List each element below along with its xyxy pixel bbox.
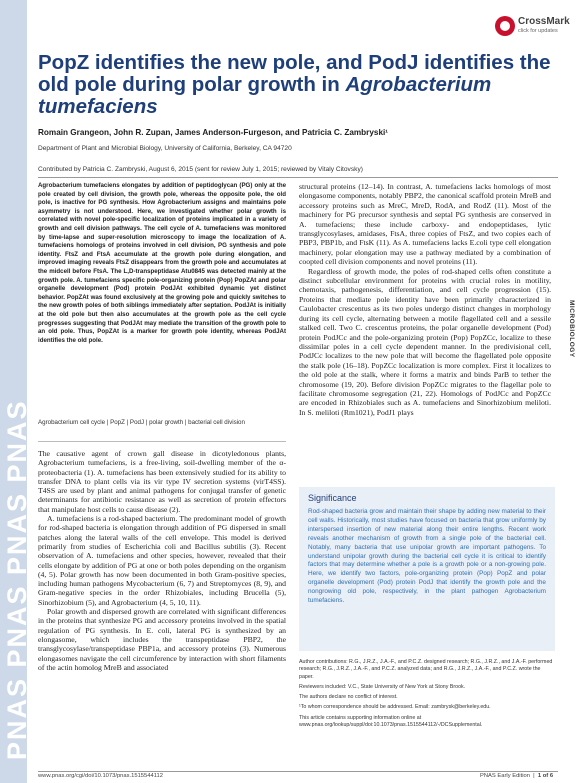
keywords: Agrobacterium cell cycle | PopZ | PodJ | polar growth | bacterial cell division (38, 419, 245, 426)
note-conflict: The authors declare no conflict of interest. (299, 694, 398, 701)
crossmark-name: CrossMark (518, 16, 570, 27)
significance-box (299, 487, 555, 651)
author-notes (299, 659, 555, 732)
note-reviewers: Reviewers included: V.C., State University of New York at Stony Brook. (299, 683, 466, 690)
note-supporting-info[interactable]: This article contains supporting information online at www.pnas.org/lookup/suppl/doi:10.1073/pnas.1515544112/-/DCSupplemental. (299, 714, 483, 729)
abstract: Agrobacterium tumefaciens elongates by addition of peptidoglycan (PG) only at the pole created by cell division, the growth pole, whereas the opposite pole, the old pole, is inactive for PG synthesis. How Agrobacterium assigns and maintains pole asymmetry is not understood. Here, we investigated whether polar growth is correlated with novel pole-specific localization of proteins implicated in a variety of growth and cell division pathways. The cell cycle of A. tumefaciens was monitored by time-lapse and super-resolution microscopy to image the localization of A. tumefaciens homologs of proteins involved in cell division, PG synthesis and pole identity. FtsZ and FtsA accumulate at the growth pole during elongation, and improved imaging reveals FtsZ disappears from the growth pole and accumulates at the midcell before FtsA. The L,D-transpeptidase Atu0845 was detected mainly at the growth pole. A. tumefaciens specific pole-organizing protein (Pop) PopZAt and polar organelle development (Pod) protein PodJAt exhibited dynamic yet distinct behavior. PopZAt was found exclusively at the growing pole and quickly switches to the new growth poles of both siblings immediately after septation. PodJAt is initially at the old pole but then also accumulates at the growth pole as the cell cycle progresses suggesting that PodJAt may mediate the transition of the growth pole to an old pole. Thus, PopZAt is a marker for growth pole identity, whereas PodJAt identifies the old pole. (38, 182, 286, 344)
page-info: PNAS Early Edition | 1 of 6 (480, 773, 554, 779)
keywords-divider (38, 441, 286, 442)
title-main: PopZ identifies the new pole, and PodJ identifies the old pole during polar growth in (38, 51, 551, 96)
body-paragraph: A. tumefaciens is a rod-shaped bacterium. The predominant model of growth for rod-shaped bacteria is elongation through addition of PG dispersed in small patches along the lateral walls of the cell envelope. This model is derived primarily from studies of Escherichia coli and Bacillus subtilis (3). Recent observation of A. tumefaciens and other species, however, revealed that their cells elongate by addition of PG at one or both poles depending on the organism (4, 5). Polar growth has now been documented in both Gram-positive species, including human pathogens Mycobacterium (6, 7) and Streptomyces (8, 9), and Gram-negative species in the order Rhizobiales, including Brucella (5), Sinorhizobium (5), and Agrobacterium (4, 5, 10, 11). (38, 514, 286, 607)
note-correspondence: ¹To whom correspondence should be addressed. Email: zambrysk@berkeley.edu. (299, 704, 491, 711)
body-left-column (38, 449, 286, 672)
crossmark-icon (495, 16, 515, 36)
article-title (38, 52, 558, 118)
journal-sidebar (0, 0, 32, 783)
affiliation: Department of Plant and Microbial Biology, University of California, Berkeley, CA 94720 (38, 145, 292, 152)
body-paragraph: structural proteins (12–14). In contrast, A. tumefaciens lacks homologs of most elongasome components, notably PBP2, the canonical scaffold protein MreB and accessory proteins such as MreC, MreD, RodA, and RodZ (11). Most of the machinery for PG precursor synthesis and septal PG synthesis are conserved in A. tumefaciens; these include carboxy- and endopeptidases, lytic transglycosylases, amidases, FtsA, three copies of FtsZ, and two copies each of PBP3, PBP1b, and FtsK (11). As A. tumefaciens lacks E.coli type cell elongation machinery, polar elongation may use a pathway mediated by a combination of coopted cell division components and novel proteins (11). (299, 182, 551, 267)
page-number: 1 of 6 (537, 773, 554, 779)
journal-sidebar-text: PNAS PNAS PNAS PNAS (2, 399, 32, 760)
note-contributions: Author contributions: R.G., J.R.Z., J.A.-F., and P.C.Z. designed research; R.G., J.R.Z., and J.A.-F. performed research; R.G., J.R.Z., J.A.-F., and P.C.Z. analyzed data; and R.G., J.R.Z., J.A.-F., and P.C.Z. wrote the paper. (299, 659, 553, 680)
journal-edition: PNAS Early Edition (480, 773, 530, 779)
crossmark-sub: click for updates (518, 28, 558, 34)
body-paragraph: Regardless of growth mode, the poles of rod-shaped cells often constitute a distinct subcellular environment for proteins with crucial roles in motility, chemotaxis, pathogenesis, differentiation, and cell cycle progression (15). Proteins that mediate pole identity have been primarily characterized in Caulobacter crescentus as its two poles undergo distinct changes in morphology during its cell cycle, alternating between a motile flagellated cell and a sessile stalked cell. Two C. crescentus proteins, the polar organelle development (Pod) protein PodJCc and the pole-organizing protein (Pop) PopZCc, localize to these dissimilar poles in a cell cycle dependent manner. In the predivisional cell, PodJCc localizes to the new pole that will become the flagellated pole opposite the stalk pole (16–18). PopZCc localization is more complex. First it localizes to the old pole at the stalk, where it forms a matrix and binds ParB to tether the chromosome (19, 20). Before division PopZCc migrates to the flagellar pole to facilitate chromosome segregation (21, 22). Homologs of PodJCc and PopZCc are encoded in Rhizobiales such as A. tumefaciens and Sinorhizobium meliloti. In S. meliloti (Rm1021), PodJ1 plays (299, 266, 551, 417)
section-label: MICROBIOLOGY (568, 300, 575, 358)
title-species: Agrobacterium tumefaciens (38, 73, 492, 118)
body-right-column (299, 182, 551, 417)
significance-text: Rod-shaped bacteria grow and maintain their shape by adding new material to their cell walls. Historically, most studies have focused on bacteria that grow uniformly by interspersed insertion of new material along their entire lengths. Recent work reveals another mechanism of growth from a single pole of the bacterial cell. Notably, many bacteria that use unipolar growth are important pathogens. To understand unipolar growth during the bacterial cell cycle it is critical to identify factors that may determine whether a pole is a growth pole or a non-growing pole. Here, we identify two factors, pole-organizing protein (Pop) PopZ and polar organelle development (Pod) protein PodJ that identify the growth pole and the nongrowing old pole, respectively, in the plant pathogen Agrobacterium tumefaciens. (308, 508, 546, 605)
crossmark-badge[interactable] (495, 14, 575, 40)
footer-divider (38, 771, 558, 772)
significance-title: Significance (308, 493, 357, 503)
author-list: Romain Grangeon, John R. Zupan, James Anderson-Furgeson, and Patricia C. Zambryski¹ (38, 128, 389, 137)
body-paragraph: The causative agent of crown gall disease in dicotyledonous plants, Agrobacterium tumefaciens, is a free-living, soil-dwelling member of the α-proteobacteria (1). A. tumefaciens has been extensively studied for its ability to transfer DNA to plant cells via its vir type IV secretion systems (virT4SS). T4SS are used by plant and animal pathogens for conjugal transfer of genetic determinants for antibiotic resistance as well as secretion of protein effectors that manipulate host cells to cause disease (2). (38, 449, 286, 514)
body-paragraph: Polar growth and dispersed growth are correlated with significant differences in the proteins that synthesize PG and accessory proteins involved in the spatial regulation of PG synthesis. In E. coli, lateral PG is synthesized by an elongasome, which includes the transpeptidase PBP2, the transglycosylase/transpeptidase PBP1a, and accessory proteins (3). Numerous elongasomes navigate the cell circumference by interaction with short filaments of the actin homolog MreB and associated (38, 607, 286, 672)
header-divider (38, 177, 558, 178)
contribution-note: Contributed by Patricia C. Zambryski, August 6, 2015 (sent for review July 1, 2015; reviewed by Vitaly Citovsky) (38, 166, 363, 173)
doi-link[interactable]: www.pnas.org/cgi/doi/10.1073/pnas.1515544112 (38, 773, 163, 779)
